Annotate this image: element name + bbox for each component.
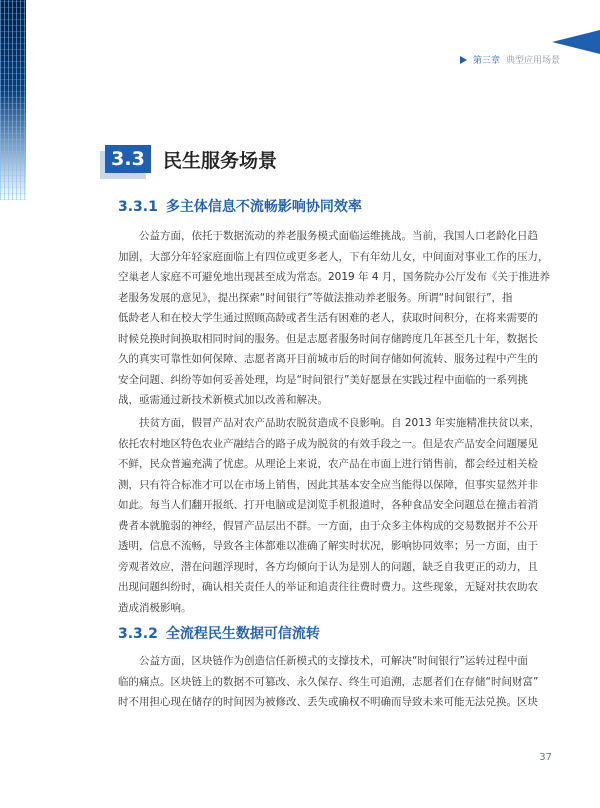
- text-line: 透明，信息不流畅，导致各主体都难以准确了解实时状况，影响协同效率；另一方面，由于: [118, 540, 538, 552]
- paragraph-poverty-alleviation: [118, 413, 540, 618]
- text-line: 临的痛点。区块链上的数据不可篡改、永久保存、终生可追溯，志愿者们在存储“时间财富”: [118, 675, 539, 688]
- subsection-heading-2: [118, 623, 320, 643]
- decorative-corner-triangle: [552, 30, 600, 54]
- text-line: 依托农村地区特色农业产融结合的路子成为脱贫的有效手段之一。但是农产品安全问题屡见: [118, 437, 538, 450]
- text-line: 公益方面，区块链作为创造信任新模式的支撑技术，可解决“时间银行”运转过程中面: [139, 655, 528, 667]
- section-title: 民生服务场景: [163, 149, 278, 172]
- header-chapter-label: 第三章: [472, 56, 500, 66]
- text-line: 不鲜，民众普遍充满了忧虑。从理论上来说，农产品在市面上进行销售前，都会经过相关检: [118, 458, 538, 470]
- text-line: 公益方面，依托于数据流动的养老服务模式面临运维挑战。当前，我国人口老龄化日趋: [139, 230, 538, 242]
- text-line: 测，只有符合标准才可以在市场上销售，因此其基本安全应当能得以保障，但事实显然并非: [118, 478, 538, 491]
- text-line: 空巢老人家庭不可避免地出现甚至成为常态。2019 年 4 月，国务院办公厅发布《关于推进养: [118, 271, 550, 283]
- text-line: 出现问题纠纷时，确认相关责任人的举证和追责往往费时费力。这些现象，无疑对扶农助农: [118, 581, 538, 593]
- text-line: 安全问题、纠纷等如何妥善处理，均是“时间银行”美好愿景在实践过程中面临的一系列挑: [118, 373, 528, 386]
- header-chapter-title: 典型应用场景: [505, 56, 560, 66]
- text-line: 扶贫方面，假冒产品对农产品助农脱贫造成不良影响。自 2013 年实施精准扶贫以来，: [139, 417, 540, 429]
- subsection-heading-1: [118, 196, 362, 216]
- subsection-title: 全流程民生数据可信流转: [165, 626, 320, 642]
- text-line: 老服务发展的意见》，提出探索“时间银行”等做法推动养老服务。所谓“时间银行”，指: [118, 291, 513, 304]
- text-line: 如此。每当人们翻开报纸、打开电脑或是浏览手机报道时，各种食品安全问题总在撞击着消: [118, 499, 538, 511]
- text-line: 旁观者效应，潜在问题浮现时，各方均倾向于认为是别人的问题，缺乏自我更正的动力，且: [118, 560, 538, 573]
- section-number: 3.3: [105, 145, 151, 173]
- text-line: 低龄老人和在校大学生通过照顾高龄或者生活有困难的老人，获取时间积分，在将来需要的: [118, 312, 538, 324]
- paragraph-elderly-care: [118, 226, 550, 411]
- decorative-circuit-pattern: [0, 0, 26, 200]
- text-line: 造成消极影响。: [118, 601, 192, 614]
- section-heading: [105, 145, 277, 173]
- text-line: 加剧，大部分年轻家庭面临上有四位或更多老人，下有年幼儿女，中间面对事业工作的压力，: [118, 250, 549, 263]
- subsection-title: 多主体信息不流畅影响协同效率: [165, 199, 362, 215]
- play-arrow-icon: [460, 56, 467, 64]
- text-line: 时不用担心现在储存的时间因为被修改、丢失或确权不明确而导致未来可能无法兑换。区块: [118, 696, 538, 708]
- text-line: 战，亟需通过新技术新模式加以改善和解决。: [118, 394, 328, 406]
- subsection-number: 3.3.1: [118, 199, 158, 215]
- text-line: 时候兑换时间换取相同时间的服务。但是志愿者服务时间存储跨度几年甚至几十年，数据长: [118, 332, 538, 345]
- running-header: [460, 53, 560, 66]
- paragraph-blockchain-welfare: [118, 651, 539, 713]
- page-number: 37: [539, 752, 552, 763]
- text-line: 久的真实可靠性如何保障、志愿者离开目前城市后的时间存储如何流转、服务过程中产生的: [118, 353, 538, 365]
- subsection-number: 3.3.2: [118, 626, 158, 642]
- text-line: 费者本就脆弱的神经，假冒产品层出不群。一方面，由于众多主体构成的交易数据并不公开: [118, 519, 538, 532]
